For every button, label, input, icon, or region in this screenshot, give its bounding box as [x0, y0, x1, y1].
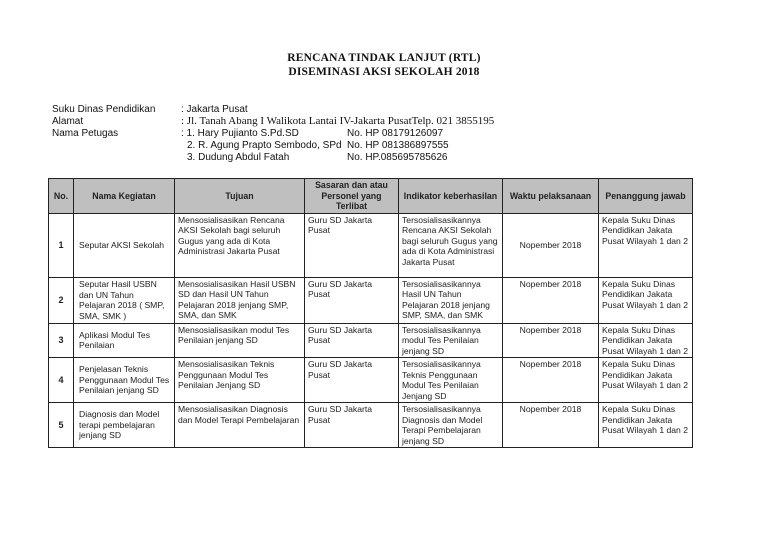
cell-penanggung-jawab: Kepala Suku Dinas Pendidikan Jakata Pusat Wilayah 1 dan 2 — [599, 403, 693, 448]
table-row — [49, 323, 693, 358]
cell-nama: Aplikasi Modul Tes Penilaian — [74, 323, 175, 358]
cell-sasaran: Guru SD Jakarta Pusat — [305, 323, 399, 358]
cell-tujuan: Mensosialisasikan Hasil USBN SD dan Hasil UN Tahun Pelajaran 2018 jenjang SMP, SMA, dan SMK — [175, 277, 305, 323]
cell-no: 4 — [49, 358, 74, 403]
header-tujuan: Tujuan — [175, 179, 305, 214]
suku-dinas-label: Suku Dinas Pendidikan — [52, 104, 156, 115]
cell-nama: Penjelasan Teknis Penggunaan Modul Tes Penilaian jenjang SD — [74, 358, 175, 403]
cell-sasaran: Guru SD Jakarta Pusat — [305, 403, 399, 448]
cell-waktu: Nopember 2018 — [503, 323, 599, 358]
cell-penanggung-jawab: Kepala Suku Dinas Pendidikan Jakata Pusat Wilayah 1 dan 2 — [599, 323, 693, 358]
cell-nama: Seputar Hasil USBN dan UN Tahun Pelajaran 2018 ( SMP, SMA, SMK ) — [74, 277, 175, 323]
cell-tujuan: Mensosialisasikan Rencana AKSI Sekolah bagi seluruh Gugus yang ada di Kota Administrasi Jakarta Pusat — [175, 213, 305, 277]
header-sasaran: Sasaran dan atau Personel yang Terlibat — [305, 179, 399, 214]
table-row — [49, 403, 693, 448]
cell-no: 2 — [49, 277, 74, 323]
cell-indikator: Tersosialisasikannya Diagnosis dan Model Terapi Pembelajaran jenjang SD — [399, 403, 503, 448]
cell-nama: Seputar AKSI Sekolah — [74, 213, 175, 277]
cell-sasaran: Guru SD Jakarta Pusat — [305, 277, 399, 323]
petugas-name-3: 3. Dudung Abdul Fatah — [187, 152, 290, 163]
petugas-name-2: 2. R. Agung Prapto Sembodo, SPd — [187, 140, 342, 151]
suku-dinas-value: : Jakarta Pusat — [181, 104, 248, 115]
petugas-hp-3: No. HP.085695785626 — [347, 152, 448, 163]
cell-penanggung-jawab: Kepala Suku Dinas Pendidikan Jakata Pusat Wilayah 1 dan 2 — [599, 277, 693, 323]
cell-indikator: Tersosialisasikannya Rencana AKSI Sekolah bagi seluruh Gugus yang ada di Kota Administrasi Jakarta Pusat — [399, 213, 503, 277]
cell-waktu: Nopember 2018 — [503, 277, 599, 323]
cell-tujuan: Mensosialisasikan modul Tes Penilaian jenjang SD — [175, 323, 305, 358]
header-indikator: Indikator keberhasilan — [399, 179, 503, 214]
cell-waktu: Nopember 2018 — [503, 213, 599, 277]
document-title: RENCANA TINDAK LANJUT (RTL) — [287, 52, 481, 64]
cell-indikator: Tersosialisasikannya Hasil UN Tahun Pelajaran 2018 jenjang SMP, SMA, dan SMK — [399, 277, 503, 323]
header-waktu: Waktu pelaksanaan — [503, 179, 599, 214]
alamat-value: : Jl. Tanah Abang I Walikota Lantai IV-Jakarta PusatTelp. 021 3855195 — [181, 115, 495, 127]
cell-penanggung-jawab: Kepala Suku Dinas Pendidikan Jakata Pusat Wilayah 1 dan 2 — [599, 213, 693, 277]
table-row — [49, 358, 693, 403]
cell-sasaran: Guru SD Jakarta Pusat — [305, 213, 399, 277]
rtl-table — [48, 178, 693, 448]
cell-tujuan: Mensosialisasikan Teknis Penggunaan Modul Tes Penilaian Jenjang SD — [175, 358, 305, 403]
cell-no: 5 — [49, 403, 74, 448]
table-row — [49, 277, 693, 323]
table-header-row — [49, 179, 693, 214]
petugas-label: Nama Petugas — [52, 128, 119, 139]
cell-indikator: Tersosialisasikannya modul Tes Penilaian jenjang SD — [399, 323, 503, 358]
petugas-hp-2: No. HP 081386897555 — [347, 140, 449, 151]
cell-indikator: Tersosialisasikannya Teknis Penggunaan Modul Tes Penilaian Jenjang SD — [399, 358, 503, 403]
header-no: No. — [49, 179, 74, 214]
header-penanggung-jawab: Penanggung jawab — [599, 179, 693, 214]
petugas-name-1: : 1. Hary Pujianto S.Pd.SD — [181, 128, 299, 139]
cell-nama: Diagnosis dan Model terapi pembelajaran jenjang SD — [74, 403, 175, 448]
cell-tujuan: Mensosialisasikan Diagnosis dan Model Terapi Pembelajaran — [175, 403, 305, 448]
cell-penanggung-jawab: Kepala Suku Dinas Pendidikan Jakata Pusat Wilayah 1 dan 2 — [599, 358, 693, 403]
cell-waktu: Nopember 2018 — [503, 403, 599, 448]
header-nama-kegiatan: Nama Kegiatan — [74, 179, 175, 214]
document-subtitle: DISEMINASI AKSI SEKOLAH 2018 — [288, 66, 480, 78]
cell-no: 1 — [49, 213, 74, 277]
table-row — [49, 213, 693, 277]
cell-sasaran: Guru SD Jakarta Pusat — [305, 358, 399, 403]
alamat-label: Alamat — [52, 116, 84, 127]
cell-waktu: Nopember 2018 — [503, 358, 599, 403]
petugas-hp-1: No. HP 08179126097 — [347, 128, 444, 139]
cell-no: 3 — [49, 323, 74, 358]
